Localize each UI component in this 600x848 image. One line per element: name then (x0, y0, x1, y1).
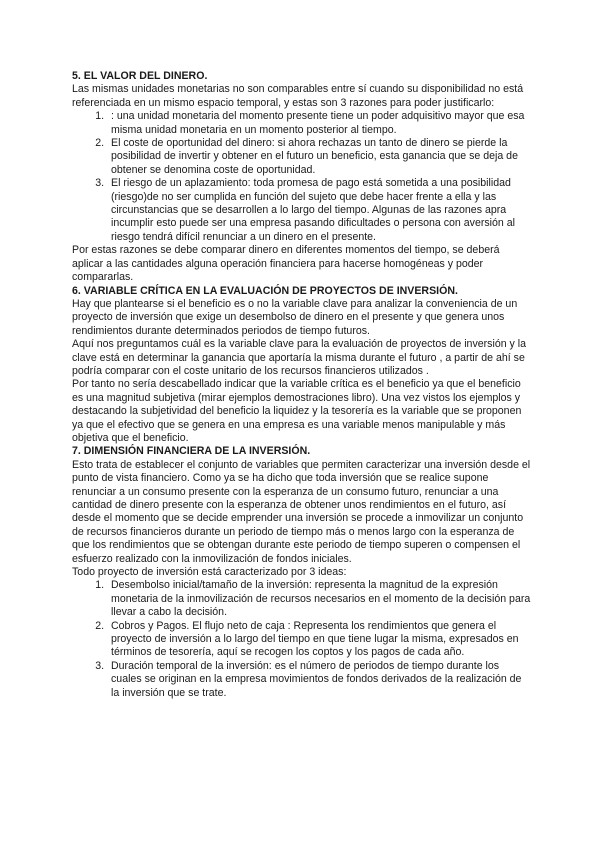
section-5-closing: Por estas razones se debe comparar dinero en diferentes momentos del tiempo, se deberá aplicar a las cantidades alguna operación financiera para hacerse homogéneas y poder compararlas. (72, 244, 500, 284)
section-7-paragraph: Todo proyecto de inversión está caracterizado por 3 ideas: (72, 566, 347, 579)
section-7-list (72, 579, 532, 700)
list-item: 3. Duración temporal de la inversión: es el número de periodos de tiempo durante los cuales se originan en la empresa movimientos de fondos derivados de la realización de la inversión que se trate. (107, 660, 532, 700)
section-5-list (72, 110, 532, 244)
section-6-heading: 6. VARIABLE CRÍTICA EN LA EVALUACIÓN DE PROYECTOS DE INVERSIÓN. (72, 284, 458, 297)
section-5-intro: Las mismas unidades monetarias no son comparables entre sí cuando su disponibilidad no está referenciada en un mismo espacio temporal, y estas son 3 razones para poder justificarlo: (72, 83, 524, 109)
section-6-paragraph: Hay que plantearse si el beneficio es o no la variable clave para analizar la conveniencia de un proyecto de inversión que exige un desembolso de dinero en el presente y que genera unos rendimientos durante determinados periodos de tiempo futuros. (72, 297, 518, 337)
list-item: 2. El coste de oportunidad del dinero: si ahora rechazas un tanto de dinero se pierde la posibilidad de invertir y obtener en el futuro un beneficio, esta ganancia que se deja de obtener se denomina coste de oportunidad. (107, 137, 532, 177)
section-6-paragraph: Por tanto no sería descabellado indicar que la variable crítica es el beneficio ya que el beneficio es una magnitud subjetiva (mirar ejemplos demostraciones libro). Una vez vistos los ejemplos y destacando la subjetividad del beneficio la liquidez y la tesorería es la variable que se proponen ya que el efectivo que se genera en una empresa es una variable menos manipulable y más objetiva que el beneficio. (72, 378, 522, 444)
section-5-heading: 5. EL VALOR DEL DINERO. (72, 70, 208, 82)
list-item: 3. El riesgo de un aplazamiento: toda promesa de pago está sometida a una posibilidad (riesgo)de no ser cumplida en función del sujeto que debe hacer frente a ella y las circunstancias que se desarrollen a lo largo del tiempo. Algunas de las razones apra incumplir esto puede ser una empresa pasando dificultades o persona con aversión al riesgo tendrá difícil renunciar a un dinero en el presente. (107, 177, 532, 244)
section-7-paragraph: Esto trata de establecer el conjunto de variables que permiten caracterizar una inversión desde el punto de vista financiero. Como ya se ha dicho que toda inversión que se realice supone renunciar a un consumo presente con la esperanza de un consumo futuro, renunciar a una cantidad de dinero presente con la esperanza de obtener unos rendimientos en el futuro, así desde el momento que se decide emprender una inversión se procede a inmovilizar un conjunto de recursos financieros durante un periodo de tiempo más o menos largo con la esperanza de que los rendimientos que se obtengan durante este periodo de tiempo superen o compensen el esfuerzo realizado con la inmovilización de fondos iniciales. (72, 458, 531, 565)
list-item: 1. : una unidad monetaria del momento presente tiene un poder adquisitivo mayor que esa misma unidad monetaria en un momento posterior al tiempo. (107, 110, 532, 137)
list-item: 2. Cobros y Pagos. El flujo neto de caja : Representa los rendimientos que genera el proyecto de inversión a lo largo del tiempo en que tiene lugar la misma, expresados en términos de tesorería, aquí se recogen los coptos y los pagos de cada año. (107, 620, 532, 660)
section-7-heading: 7. DIMENSIÓN FINANCIERA DE LA INVERSIÓN. (72, 445, 311, 458)
list-item: 1. Desembolso inicial/tamaño de la inversión: representa la magnitud de la expresión monetaria de la inmovilización de recursos necesarios en el momento de la decisión para llevar a cabo la decisión. (107, 579, 532, 619)
section-6-paragraph: Aquí nos preguntamos cuál es la variable clave para la evaluación de proyectos de inversión y la clave está en determinar la ganancia que aportaría la misma durante el futuro , a partir de ahí se podría comparar con el coste unitario de los recursos financieros utilizados . (72, 338, 527, 377)
document-page (72, 70, 532, 700)
